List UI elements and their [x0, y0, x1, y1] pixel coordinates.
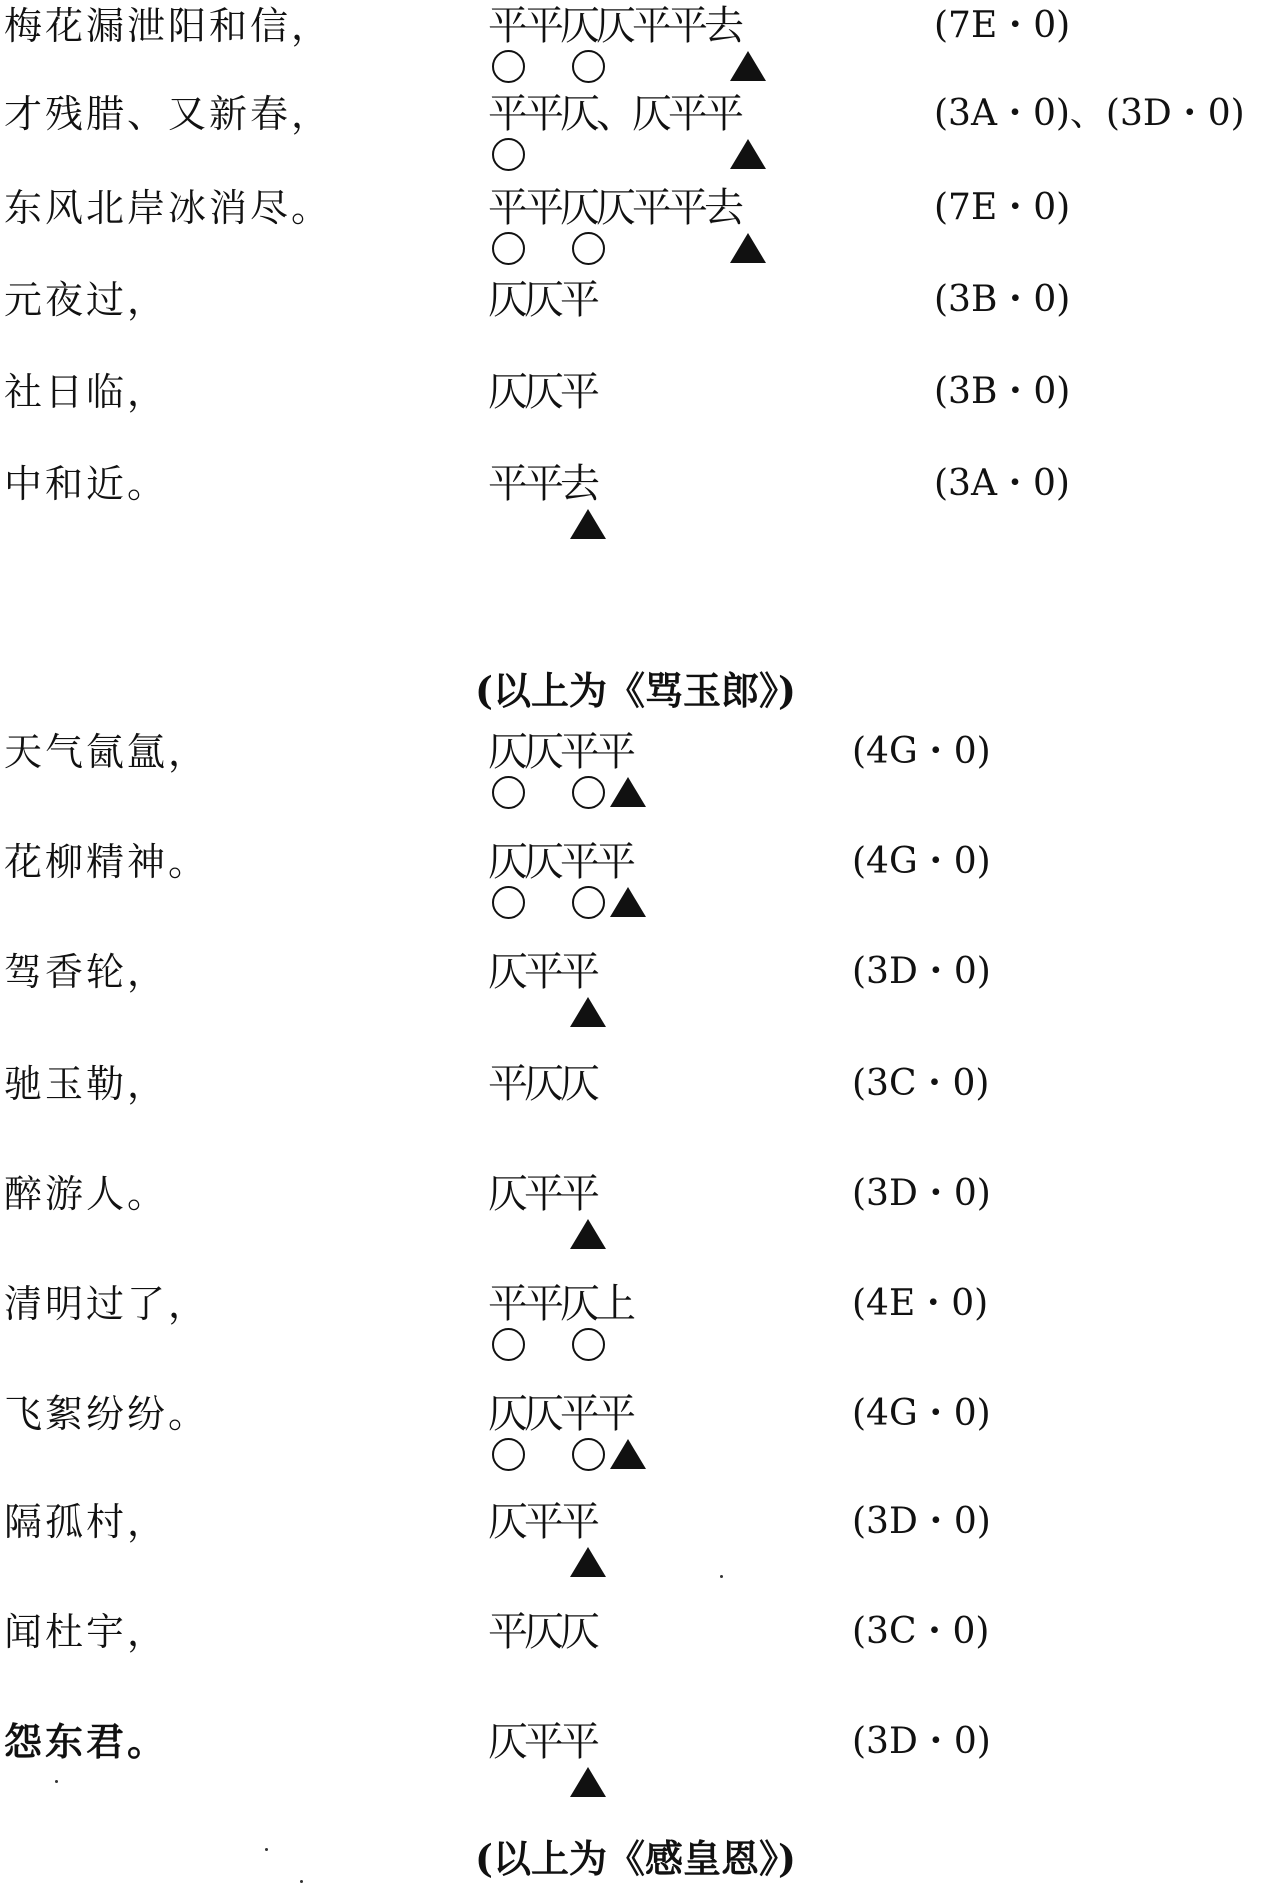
- circle-mark: [568, 1434, 608, 1474]
- triangle-mark: [568, 504, 608, 544]
- section-caption: (以上为《感皇恩》): [475, 1836, 796, 1881]
- tone-pattern: 仄仄平平: [488, 839, 632, 885]
- pattern-code: (7E・0): [934, 187, 1071, 228]
- verse-text: 花柳精神。: [4, 840, 210, 884]
- verse-line: [0, 1062, 1271, 1158]
- verse-line: [0, 4, 1271, 100]
- verse-text: 怨东君。: [4, 1719, 169, 1764]
- pattern-code: (3C・0): [852, 1063, 990, 1104]
- scan-speck: [720, 1575, 723, 1578]
- tone-pattern: 平平去: [488, 461, 596, 507]
- verse-line: [0, 950, 1271, 1046]
- pattern-code: (3C・0): [852, 1611, 990, 1652]
- circle-mark: [488, 882, 528, 922]
- pattern-code: (3D・0): [852, 1173, 991, 1214]
- verse-text: 梅花漏泄阳和信，: [4, 4, 333, 48]
- circle-mark: [568, 882, 608, 922]
- triangle-mark: [608, 882, 648, 922]
- verse-text: 天气氤氲，: [4, 730, 210, 774]
- pattern-code: (3B・0): [934, 371, 1071, 412]
- triangle-mark: [608, 1434, 648, 1474]
- tone-pattern: 仄仄平: [488, 277, 596, 323]
- tone-pattern: 平仄仄: [488, 1061, 596, 1107]
- verse-text: 社日临，: [4, 370, 169, 414]
- verse-text: 驾香轮，: [4, 950, 169, 994]
- section-caption: (以上为《骂玉郎》): [475, 668, 796, 713]
- circle-mark: [568, 46, 608, 86]
- pattern-code: (3B・0): [934, 279, 1071, 320]
- verse-line: [0, 1172, 1271, 1268]
- verse-text: 清明过了，: [4, 1282, 210, 1326]
- verse-line: [0, 1500, 1271, 1596]
- verse-line: [0, 1392, 1271, 1488]
- circle-mark: [488, 46, 528, 86]
- scan-speck: [265, 1848, 268, 1851]
- circle-mark: [568, 228, 608, 268]
- verse-line: [0, 92, 1271, 188]
- triangle-mark: [728, 46, 768, 86]
- tone-pattern: 仄仄平平: [488, 1391, 632, 1437]
- pattern-code: (4G・0): [852, 841, 991, 882]
- pattern-code: (3D・0): [852, 1721, 991, 1762]
- verse-text: 飞絮纷纷。: [4, 1392, 210, 1436]
- verse-line: [0, 1720, 1271, 1816]
- tone-pattern: 仄仄平平: [488, 729, 632, 775]
- triangle-mark: [568, 1542, 608, 1582]
- circle-mark: [568, 772, 608, 812]
- verse-text: 才残腊、又新春，: [4, 92, 333, 136]
- scan-speck: [55, 1780, 58, 1783]
- tone-pattern: 平平仄上: [488, 1281, 632, 1327]
- pattern-code: (3A・0)、(3D・0): [934, 93, 1245, 134]
- verse-line: [0, 462, 1271, 558]
- circle-mark: [568, 1324, 608, 1364]
- verse-line: [0, 840, 1271, 936]
- verse-line: [0, 1610, 1271, 1706]
- verse-line: [0, 278, 1271, 374]
- verse-text: 元夜过，: [4, 278, 169, 322]
- tone-pattern: 平平仄仄平平去: [488, 185, 740, 231]
- tone-pattern: 仄仄平: [488, 369, 596, 415]
- verse-text: 醉游人。: [4, 1172, 169, 1216]
- triangle-mark: [728, 134, 768, 174]
- verse-text: 驰玉勒，: [4, 1062, 169, 1106]
- tone-pattern: 仄平平: [488, 1499, 596, 1545]
- circle-mark: [488, 134, 528, 174]
- verse-line: [0, 186, 1271, 282]
- circle-mark: [488, 1434, 528, 1474]
- circle-mark: [488, 772, 528, 812]
- pattern-code: (4G・0): [852, 1393, 991, 1434]
- tone-pattern: 仄平平: [488, 1171, 596, 1217]
- triangle-mark: [608, 772, 648, 812]
- triangle-mark: [728, 228, 768, 268]
- pattern-code: (4G・0): [852, 731, 991, 772]
- tone-pattern: 平仄仄: [488, 1609, 596, 1655]
- pattern-code: (3D・0): [852, 1501, 991, 1542]
- tone-pattern: 平平仄仄平平去: [488, 3, 740, 49]
- pattern-code: (3A・0): [934, 463, 1070, 504]
- triangle-mark: [568, 992, 608, 1032]
- tone-pattern: 仄平平: [488, 1719, 596, 1765]
- triangle-mark: [568, 1214, 608, 1254]
- verse-text: 中和近。: [4, 462, 169, 506]
- verse-text: 闻杜宇，: [4, 1610, 169, 1654]
- tone-pattern: 平平仄、仄平平: [488, 91, 740, 137]
- circle-mark: [488, 228, 528, 268]
- verse-line: [0, 1282, 1271, 1378]
- circle-mark: [488, 1324, 528, 1364]
- pattern-code: (3D・0): [852, 951, 991, 992]
- verse-text: 隔孤村，: [4, 1500, 169, 1544]
- verse-line: [0, 730, 1271, 826]
- verse-text: 东风北岸冰消尽。: [4, 186, 333, 230]
- pattern-code: (4E・0): [852, 1283, 989, 1324]
- pattern-code: (7E・0): [934, 5, 1071, 46]
- tone-pattern: 仄平平: [488, 949, 596, 995]
- verse-line: [0, 370, 1271, 466]
- triangle-mark: [568, 1762, 608, 1802]
